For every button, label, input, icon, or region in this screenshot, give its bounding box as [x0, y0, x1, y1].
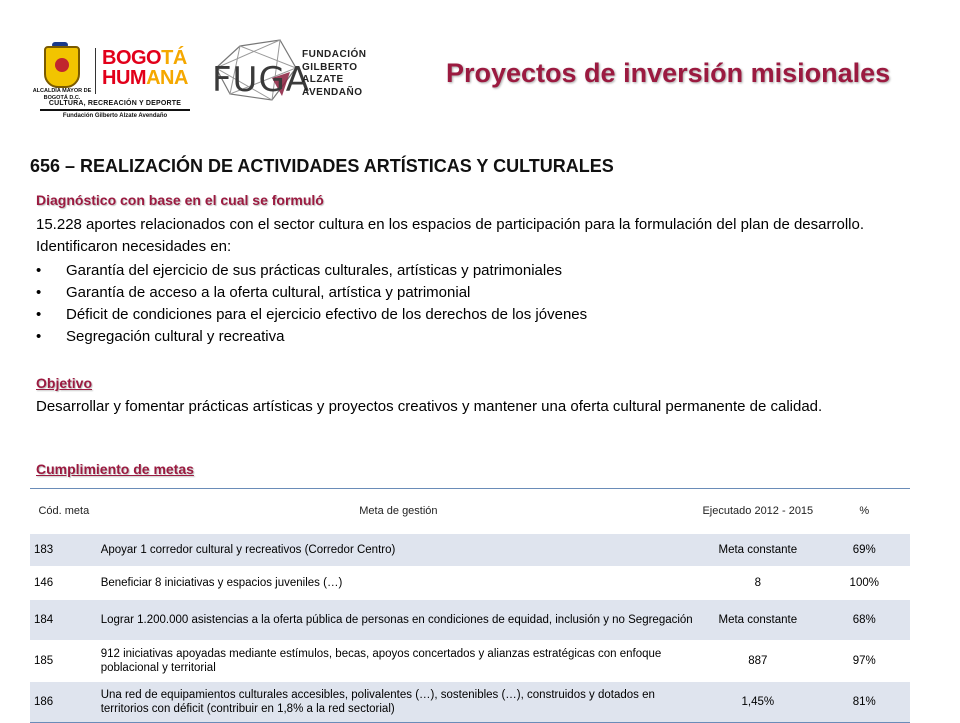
- bogota-humana-logo: [102, 48, 192, 98]
- bogota-logo-line1: [102, 48, 192, 68]
- cell-cod: 146: [30, 567, 95, 600]
- cell-pct: 69%: [819, 534, 910, 567]
- sector-logo-caption: [30, 100, 200, 119]
- column-header-cod: Cód. meta: [30, 489, 95, 534]
- fuga-name-line: FUNDACIÓN: [302, 49, 367, 60]
- cell-ejecutado: Meta constante: [697, 534, 818, 567]
- cell-meta: 912 iniciativas apoyadas mediante estímulos, becas, apoyos concertados y alianzas estratégicas con enfoque poblacional y territorial: [95, 641, 697, 682]
- metas-table: [30, 488, 910, 723]
- logo-divider: [95, 48, 96, 94]
- fuga-logo: [210, 38, 380, 118]
- bogota-logo-part: M: [129, 67, 147, 89]
- fuga-name-line: ALZATE: [302, 74, 344, 85]
- bogota-logo-part: BOGO: [102, 47, 162, 69]
- entity-text: Fundación Gilberto Alzate Avendaño: [62, 113, 168, 119]
- cell-pct: 68%: [819, 600, 910, 641]
- list-item: • Garantía del ejercicio de sus prácticas culturales, artísticas y patrimoniales: [36, 260, 916, 282]
- diagnostico-bullet-list: [36, 260, 916, 348]
- bogota-logo-part: ANA: [146, 67, 188, 89]
- sector-divider: [40, 109, 190, 111]
- table-row: [30, 600, 910, 641]
- cell-ejecutado: 8: [697, 567, 818, 600]
- list-item: • Déficit de condiciones para el ejercicio efectivo de los derechos de los jóvenes: [36, 304, 916, 326]
- list-item: • Garantía de acceso a la oferta cultural, artística y patrimonial: [36, 282, 916, 304]
- cell-cod: 185: [30, 641, 95, 682]
- table-row: [30, 567, 910, 600]
- cell-meta: Lograr 1.200.000 asistencias a la oferta pública de personas en condiciones de equidad, inclusión y no Segregación: [95, 600, 697, 641]
- list-item: • Segregación cultural y recreativa: [36, 326, 916, 348]
- fuga-name: [302, 49, 367, 99]
- cell-pct: 97%: [819, 641, 910, 682]
- bogota-logo-part: TÁ: [161, 47, 187, 69]
- metas-heading: Cumplimiento de metas: [36, 461, 194, 477]
- page-title: Proyectos de inversión misionales: [446, 58, 891, 88]
- cell-pct: 81%: [819, 682, 910, 723]
- column-header-meta: Meta de gestión: [95, 489, 697, 534]
- table-row: [30, 534, 910, 567]
- cell-cod: 183: [30, 534, 95, 567]
- cell-ejecutado: Meta constante: [697, 600, 818, 641]
- fuga-name-line: AVENDAÑO: [302, 86, 363, 98]
- crest-shield-icon: [44, 46, 80, 88]
- cell-pct: 100%: [819, 567, 910, 600]
- cell-ejecutado: 887: [697, 641, 818, 682]
- bogota-logo-line2: [102, 68, 192, 88]
- table-header-row: [30, 489, 910, 534]
- cell-meta: Apoyar 1 corredor cultural y recreativos (Corredor Centro): [95, 534, 697, 567]
- fuga-wordmark: FUGA: [212, 60, 311, 100]
- bogota-logo-part: HU: [102, 67, 130, 89]
- objetivo-heading: Objetivo: [36, 375, 93, 391]
- table-row: [30, 682, 910, 723]
- diagnostico-heading: Diagnóstico con base en el cual se formuló: [36, 192, 324, 208]
- diagnostico-text: 15.228 aportes relacionados con el sector cultura en los espacios de participación para la formulación del plan de desarrollo. Identificaron necesidades en:: [36, 216, 864, 255]
- objetivo-text: Desarrollar y fomentar prácticas artísticas y proyectos creativos y mantener una oferta cultural permanente de calidad.: [36, 398, 823, 415]
- table-row: [30, 641, 910, 682]
- alcaldia-logo-text: ALCALDÍA MAYOR DE BOGOTÁ D.C.: [32, 88, 92, 101]
- project-title: 656 – REALIZACIÓN DE ACTIVIDADES ARTÍSTICAS Y CULTURALES: [30, 156, 614, 176]
- cell-cod: 184: [30, 600, 95, 641]
- column-header-pct: %: [819, 489, 910, 534]
- cell-cod: 186: [30, 682, 95, 723]
- cell-meta: Beneficiar 8 iniciativas y espacios juveniles (…): [95, 567, 697, 600]
- sector-text: CULTURA, RECREACIÓN Y DEPORTE: [48, 100, 182, 107]
- fuga-name-line: GILBERTO: [302, 61, 358, 73]
- cell-ejecutado: 1,45%: [697, 682, 818, 723]
- cell-meta: Una red de equipamientos culturales accesibles, polivalentes (…), sostenibles (…), construidos y dotados en territorios con déficit (contribuir en 1,8% a la red sectorial): [95, 682, 697, 723]
- column-header-ejecutado: Ejecutado 2012 - 2015: [697, 489, 818, 534]
